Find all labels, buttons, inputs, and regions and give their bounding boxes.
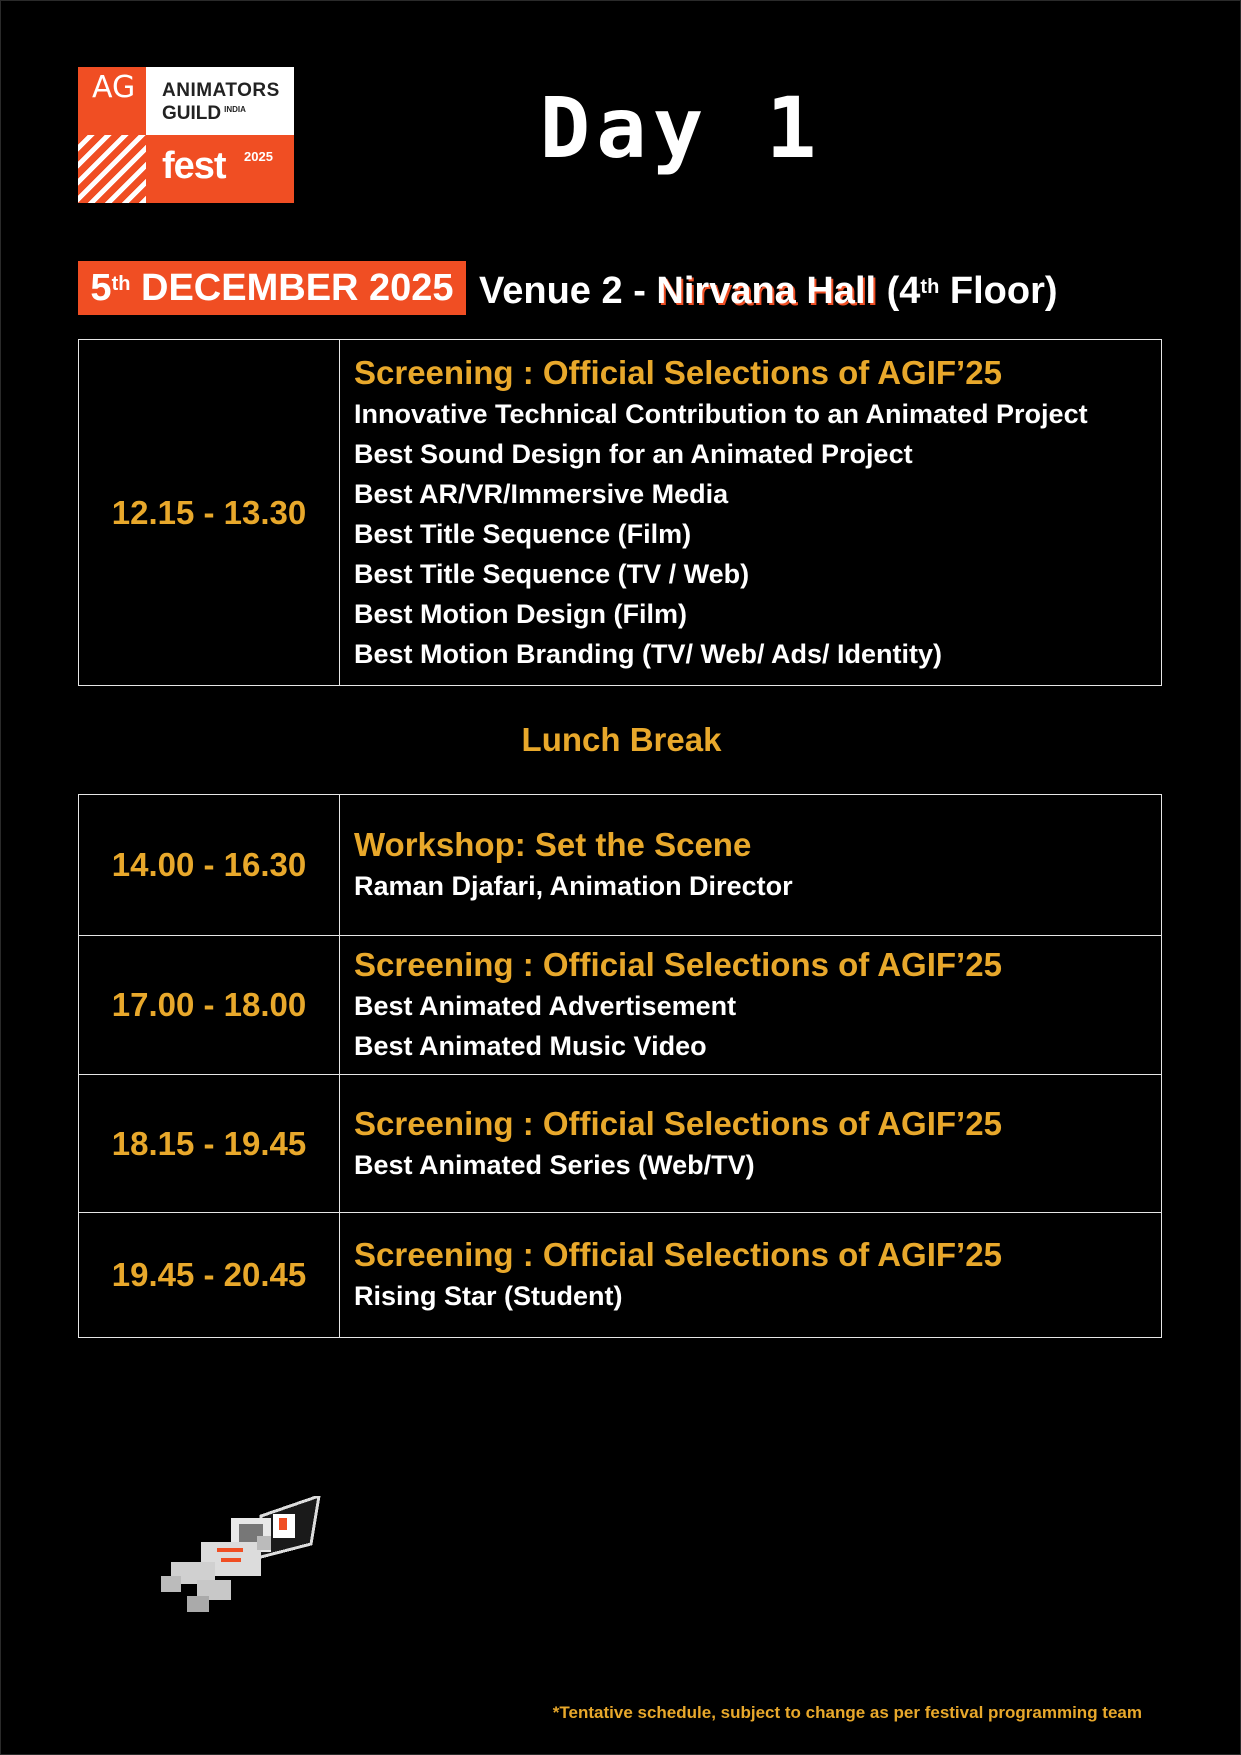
session-item: Best Animated Advertisement [354,991,737,1021]
agif-logo [78,67,294,203]
session-item: Best Animated Series (Web/TV) [354,1149,755,1180]
day-title: Day 1 [539,79,823,177]
session-item: Best Title Sequence (TV / Web) [354,558,750,589]
session-time: 14.00 - 16.30 [79,795,340,936]
logo-stripes [78,135,146,203]
schedule-table-1 [78,339,1162,686]
session-item: Best Sound Design for an Animated Project [354,438,913,469]
logo-mark: AG [92,70,136,105]
logo-line2: GUILD $^{INDIA}$ [162,103,246,124]
session-time: 19.45 - 20.45 [79,1213,340,1338]
session-item: Best Animated Music Video [354,1031,707,1061]
schedule-row [79,1213,1162,1338]
venue-hall: Nirvana Hall [656,270,877,312]
schedule-table-2 [78,794,1162,1338]
session-details [340,1075,1162,1213]
session-title: Screening : Official Selections of AGIF’25 [354,1104,1002,1142]
session-time: 18.15 - 19.45 [79,1075,340,1213]
session-details [340,1213,1162,1338]
logo-fest: fest [162,145,226,187]
session-title: Screening : Official Selections of AGIF’25 [354,353,1002,391]
session-item: Best Motion Design (Film) [354,598,687,629]
astronaut-icon [161,1496,321,1626]
session-title: Screening : Official Selections of AGIF’25 [354,1236,1002,1273]
logo-line1: ANIMATORS [162,80,280,101]
session-details [340,340,1162,686]
session-time: 17.00 - 18.00 [79,936,340,1075]
session-item: Best AR/VR/Immersive Media [354,478,729,509]
schedule-row [79,795,1162,936]
session-title: Screening : Official Selections of AGIF’25 [354,946,1002,983]
session-item: Raman Djafari, Animation Director [354,871,793,901]
session-time: 12.15 - 13.30 [79,340,340,686]
session-item: Best Motion Branding (TV/ Web/ Ads/ Identity) [354,638,942,669]
session-item: Best Title Sequence (Film) [354,518,692,549]
schedule-row [79,340,1162,686]
session-title: Workshop: Set the Scene [354,826,752,863]
schedule-row [79,936,1162,1075]
logo-year: 2025 [244,149,273,164]
session-item: Rising Star (Student) [354,1281,623,1311]
lunch-break: Lunch Break [521,721,722,758]
venue-line: Venue 2 - Nirvana Hall (4th Floor) [479,270,1058,312]
date-badge: 5th DECEMBER 2025 [78,261,466,315]
session-details [340,795,1162,936]
footnote: *Tentative schedule, subject to change as per festival programming team [552,1703,1142,1722]
session-item: Innovative Technical Contribution to an Animated Project [354,398,1088,429]
schedule-row [79,1075,1162,1213]
session-details [340,936,1162,1075]
